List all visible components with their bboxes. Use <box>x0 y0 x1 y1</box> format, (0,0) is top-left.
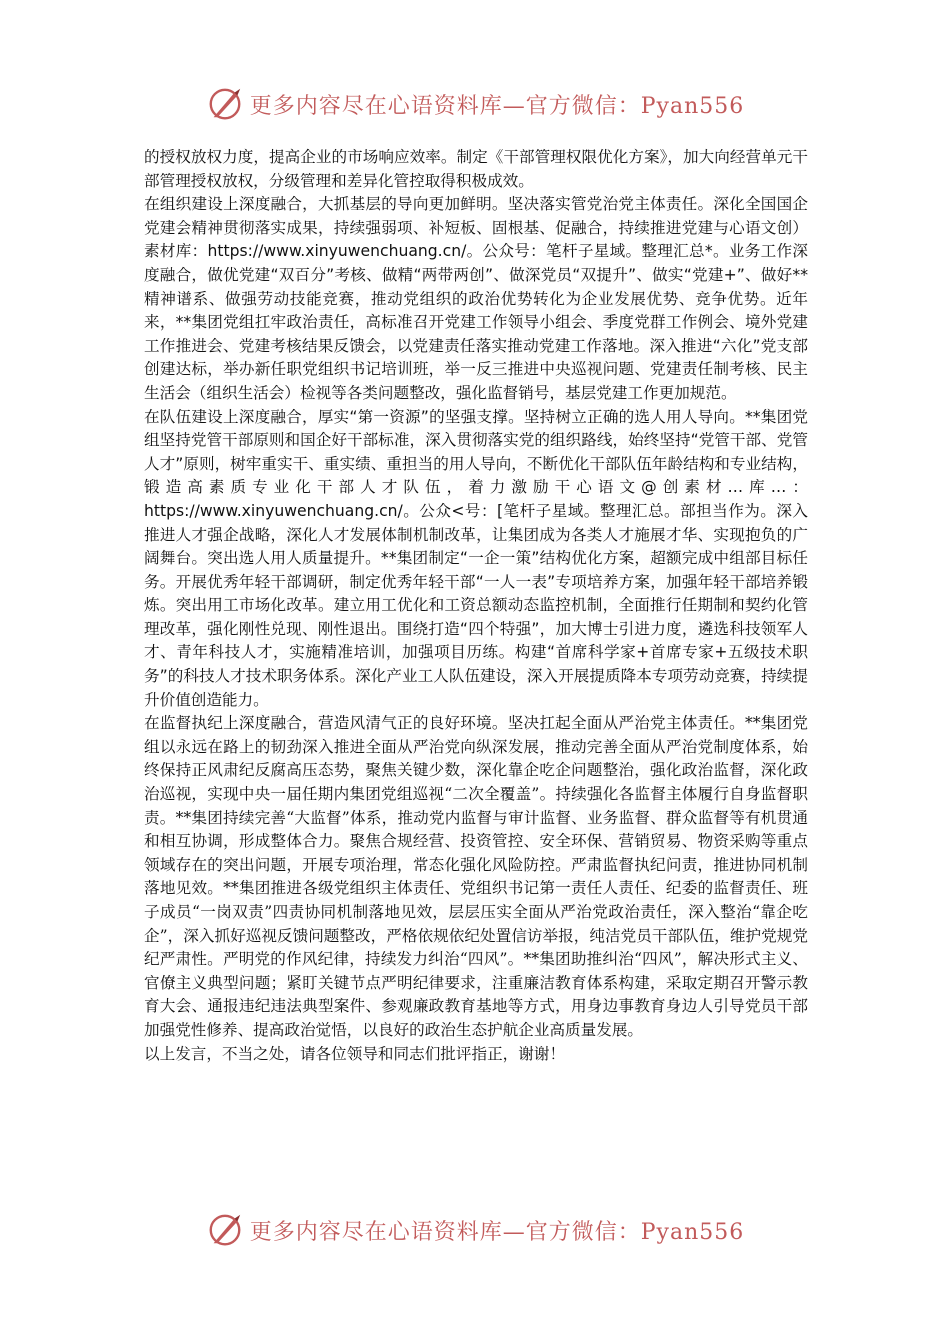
paragraph-closing: 以上发言，不当之处，请各位领导和同志们批评指正，谢谢！ <box>144 1044 566 1063</box>
paragraph-authorization: 的授权放权力度，提高企业的市场响应效率。制定《干部管理权限优化方案》，加大向经营单元干部管理授权放权，分级管理和差异化管控取得积极成效。 <box>144 148 808 190</box>
quill-logo-icon <box>206 85 244 123</box>
footer-banner <box>0 1210 950 1250</box>
header-banner <box>0 84 950 124</box>
quill-logo-icon <box>206 1211 244 1249</box>
paragraph-supervision: 在监督执纪上深度融合，营造风清气正的良好环境。坚决扛起全面从严治党主体责任。**集团党组以永远在路上的韧劲深入推进全面从严治党向纵深发展，推动完善全面从严治党制度体系，始终保持正风肃纪反腐高压态势，聚焦关键少数，深化靠企吃企问题整治，强化政治监督，深化政治巡视，实现中央一届任期内集团党组巡视“二次全覆盖”。持续强化各监督主体履行自身监督职责。**集团持续完善“大监督”体系，推动党内监督与审计监督、业务监督、群众监督等有机贯通和相互协调，形成整体合力。聚焦合规经营、投资管控、安全环保、营销贸易、物资采购等重点领域存在的突出问题，开展专项治理，常态化强化风险防控。严肃监督执纪问责，推进协同机制落地见效。**集团推进各级党组织主体责任、党组织书记第一责任人责任、纪委的监督责任、班子成员“一岗双责”四责协同机制落地见效，层层压实全面从严治党政治责任，深入整治“靠企吃企”，深入抓好巡视反馈问题整改，严格依规依纪处置信访举报，纯洁党员干部队伍，维护党规党纪严肃性。严明党的作风纪律，持续发力纠治“四风”。**集团助推纠治“四风”，解决形式主义、官僚主义典型问题；紧盯关键节点严明纪律要求，注重廉洁教育体系构建，采取定期召开警示教育大会、通报违纪违法典型案件、参观廉政教育基地等方式，用身边事教育身边人引导党员干部加强党性修养、提高政治觉悟，以良好的政治生态护航企业高质量发展。 <box>144 714 808 1039</box>
paragraph-team: 在队伍建设上深度融合，厚实“第一资源”的坚强支撑。坚持树立正确的选人用人导向。**集团党组坚持党管干部原则和国企好干部标准，深入贯彻落实党的组织路线，始终坚持“党管干部、党管人才”原则，树牢重实干、重实绩、重担当的用人导向，不断优化干部队伍年龄结构和专业结构，锻造高素质专业化干部人才队伍，着力激励干心语文@创素材…库…：https://www.xinyuwenchuang.cn/。公众<号：[笔杆子星域。整理汇总。部担当作为。深入推进人才强企战略，深化人才发展体制机制改革，让集团成为各类人才施展才华、实现抱负的广阔舞台。突出选人用人质量提升。**集团制定“一企一策”结构优化方案，超额完成中组部目标任务。开展优秀年轻干部调研，制定优秀年轻干部“一人一表”专项培养方案，加强年轻干部培养锻炼。突出用工市场化改革。建立用工优化和工资总额动态监控机制，全面推行任期制和契约化管理改革，强化刚性兑现、刚性退出。围绕打造“四个特强”，加大博士引进力度，遴选科技领军人才、青年科技人才，实施精准培训，加强项目历练。构建“首席科学家+首席专家+五级技术职务”的科技人才技术职务体系。深化产业工人队伍建设，深入开展提质降本专项劳动竞赛，持续提升价值创造能力。 <box>144 407 808 709</box>
banner-text: 更多内容尽在心语资料库—官方微信：Pyan556 <box>249 93 745 119</box>
document-body <box>144 146 808 1066</box>
banner-text: 更多内容尽在心语资料库—官方微信：Pyan556 <box>249 1219 745 1245</box>
paragraph-organization: 在组织建设上深度融合，大抓基层的导向更加鲜明。坚决落实管党治党主体责任。深化全国国企党建会精神贯彻落实成果，持续强弱项、补短板、固根基、促融合，持续推进党建与心语文创）素材库：https://www.xinyuwenchuang.cn/。公众号：笔杆子星域。整理汇总*。业务工作深度融合，做优党建“双百分”考核、做精“两带两创”、做深党员“双提升”、做实“党建+”、做好**精神谱系、做强劳动技能竞赛，推动党组织的政治优势转化为企业发展优势、竞争优势。近年来，**集团党组扛牢政治责任，高标准召开党建工作领导小组会、季度党群工作例会、境外党建工作推进会、党建考核结果反馈会，以党建责任落实推动党建工作落地。深入推进“六化”党支部创建达标，举办新任职党组织书记培训班，举一反三推进中央巡视问题、党建责任制考核、民主生活会（组织生活会）检视等各类问题整改，强化监督销号，基层党建工作更加规范。 <box>144 195 808 402</box>
